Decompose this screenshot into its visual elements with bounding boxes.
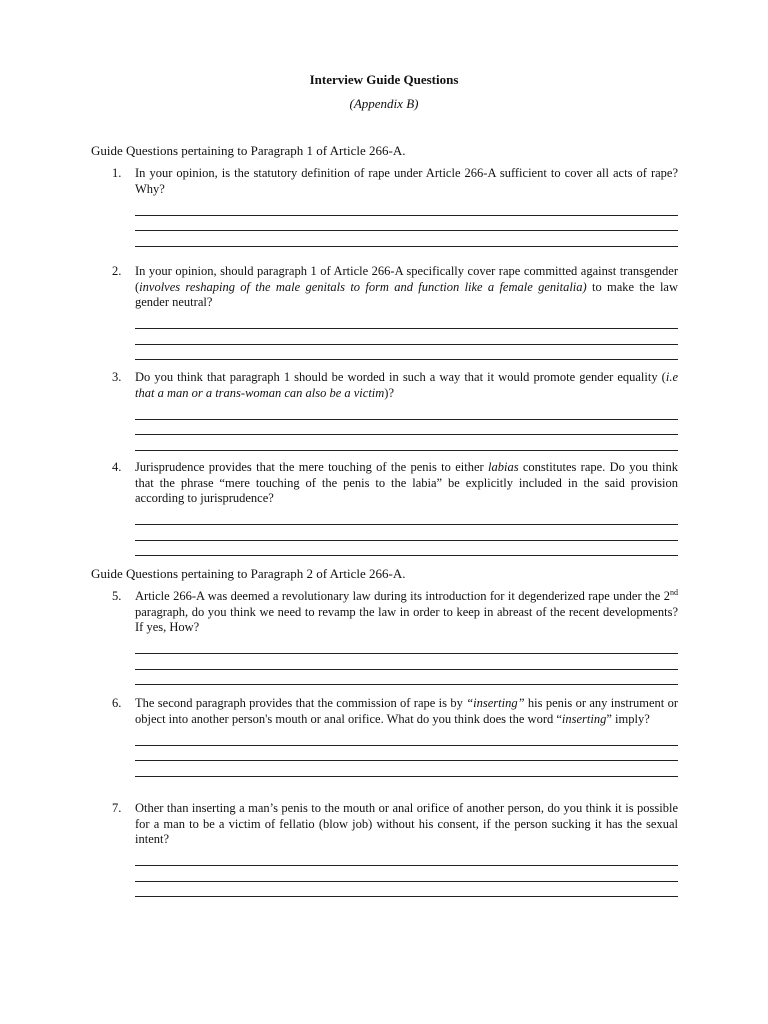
answer-line[interactable] — [135, 314, 678, 330]
answer-line[interactable] — [135, 851, 678, 867]
question-text: Article 266-A was deemed a revolutionary law during its introduction for it degenderized rape under the 2nd paragraph, do you think we need to revamp the law in order to keep in abreast of the recent developments? If yes, How? — [135, 587, 678, 634]
question-text: In your opinion, should paragraph 1 of Article 266-A specifically cover rape committed against transgender (involves reshaping of the male genitals to form and function like a female genitalia) to make the law gender neutral? — [135, 264, 678, 309]
question-2 — [112, 264, 678, 360]
answer-line[interactable] — [135, 200, 678, 216]
question-number: 3. — [112, 370, 122, 384]
answer-line[interactable] — [135, 866, 678, 882]
answer-lines — [135, 730, 678, 777]
answer-line[interactable] — [135, 654, 678, 670]
section-heading-2: Guide Questions pertaining to Paragraph 2 of Article 266-A. — [91, 566, 406, 581]
document-subtitle: (Appendix B) — [349, 96, 419, 111]
question-7 — [112, 801, 678, 897]
section-heading-1: Guide Questions pertaining to Paragraph 1 of Article 266-A. — [91, 143, 406, 158]
answer-lines — [135, 200, 678, 247]
question-number: 6. — [112, 696, 122, 710]
answer-line[interactable] — [135, 730, 678, 746]
question-4 — [112, 460, 678, 556]
answer-line[interactable] — [135, 435, 678, 451]
answer-line[interactable] — [135, 329, 678, 345]
question-text: In your opinion, is the statutory definition of rape under Article 266-A sufficient to cover all acts of rape? Why? — [135, 166, 678, 196]
answer-line[interactable] — [135, 761, 678, 777]
answer-line[interactable] — [135, 639, 678, 655]
question-number: 4. — [112, 460, 122, 474]
question-text: Do you think that paragraph 1 should be worded in such a way that it would promote gender equality (i.e that a man or a trans-woman can also be a victim)? — [135, 370, 678, 400]
question-text: Jurisprudence provides that the mere touching of the penis to either labias constitutes rape. Do you think that the phrase “mere touching of the penis to the labia” be explicitly included in the said provision according to jurisprudence? — [135, 460, 678, 505]
answer-line[interactable] — [135, 510, 678, 526]
answer-line[interactable] — [135, 345, 678, 361]
answer-line[interactable] — [135, 420, 678, 436]
answer-line[interactable] — [135, 231, 678, 247]
question-number: 2. — [112, 264, 122, 278]
answer-lines — [135, 510, 678, 557]
question-text: Other than inserting a man’s penis to the mouth or anal orifice of another person, do you think it is possible for a man to be a victim of fellatio (blow job) without his consent, if the person sucking it has the sexual intent? — [135, 801, 678, 846]
answer-lines — [135, 639, 678, 686]
answer-lines — [135, 314, 678, 361]
answer-line[interactable] — [135, 882, 678, 898]
answer-lines — [135, 851, 678, 898]
answer-line[interactable] — [135, 670, 678, 686]
question-1 — [112, 166, 678, 247]
answer-line[interactable] — [135, 541, 678, 557]
answer-lines — [135, 404, 678, 451]
question-6 — [112, 696, 678, 777]
answer-line[interactable] — [135, 525, 678, 541]
answer-line[interactable] — [135, 216, 678, 232]
question-number: 7. — [112, 801, 122, 815]
question-3 — [112, 370, 678, 451]
question-number: 5. — [112, 589, 122, 603]
answer-line[interactable] — [135, 746, 678, 762]
document-title: Interview Guide Questions — [309, 72, 459, 87]
answer-line[interactable] — [135, 404, 678, 420]
question-5 — [112, 589, 678, 685]
question-text: The second paragraph provides that the commission of rape is by “inserting” his penis or any instrument or object into another person's mouth or anal orifice. What do you think does the word “inserting” imply? — [135, 696, 678, 726]
question-number: 1. — [112, 166, 122, 180]
